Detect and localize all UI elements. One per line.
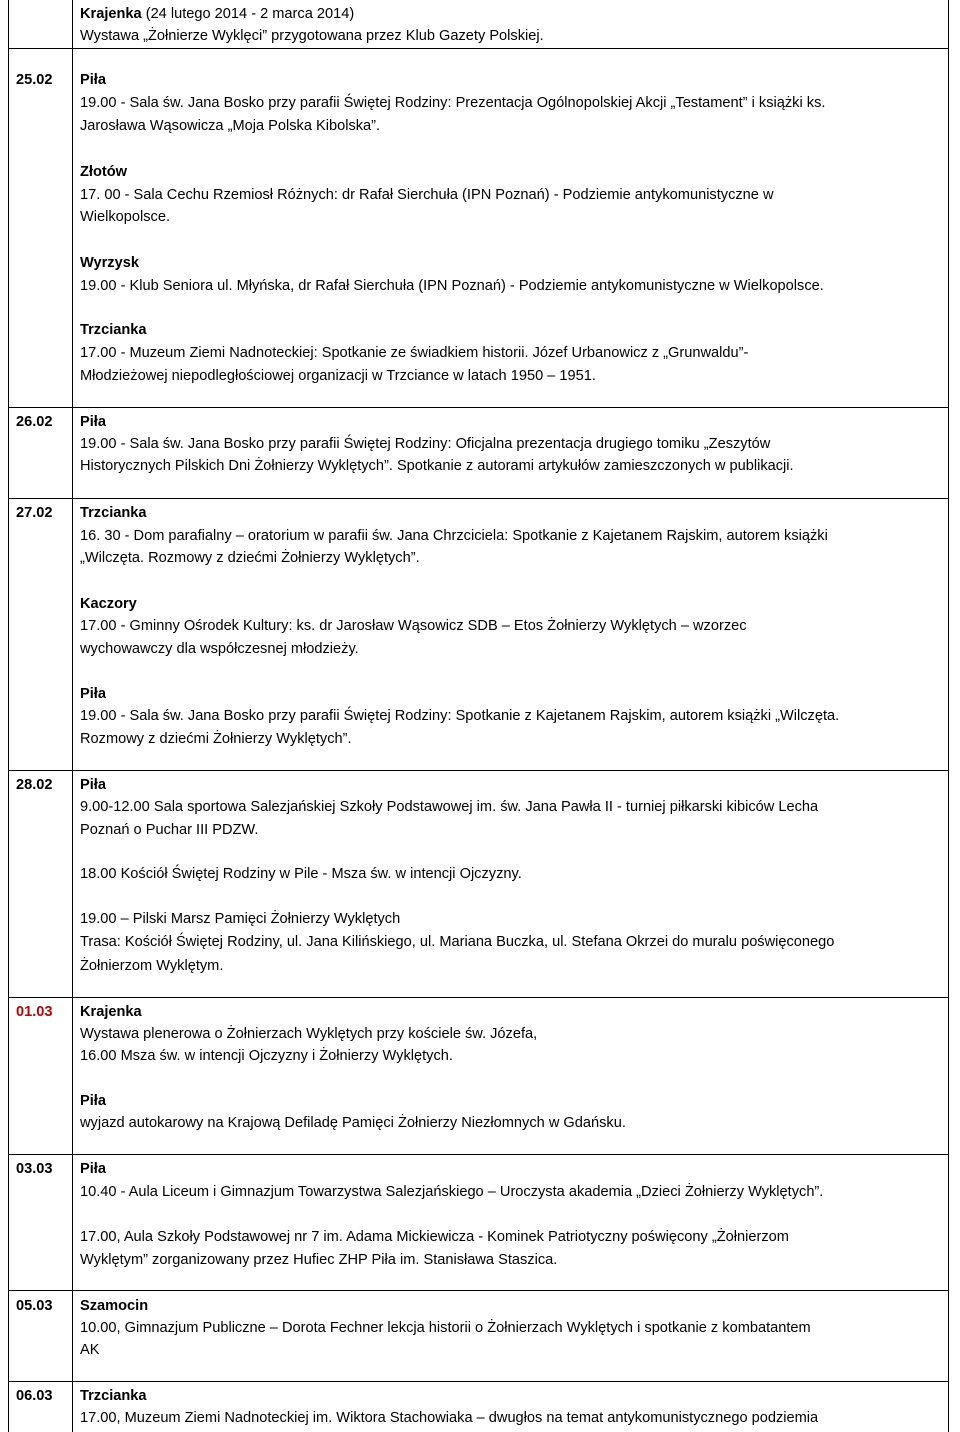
event-line: 18.00 Kościół Świętej Rodziny w Pile - Msza św. w intencji Ojczyzny. <box>80 866 522 882</box>
event-line: 10.40 - Aula Liceum i Gimnazjum Towarzystwa Salezjańskiego – Uroczysta akademia „Dzieci Żołnierzy Wyklętych”. <box>80 1184 824 1200</box>
event-line: AK <box>80 1342 100 1358</box>
event-place: Wyrzysk <box>80 255 139 271</box>
event-line: 19.00 - Sala św. Jana Bosko przy parafii Świętej Rodziny: Spotkanie z Kajetanem Rajskim, autorem książki „Wilczęta. <box>80 708 840 724</box>
event-line: Żołnierzom Wyklętym. <box>80 958 224 974</box>
event-line: 19.00 - Klub Seniora ul. Młyńska, dr Rafał Sierchuła (IPN Poznań) - Podziemie antykomunistyczne w Wielkopolsce. <box>80 278 824 294</box>
row-divider <box>8 997 948 998</box>
date-cell: 05.03 <box>16 1298 53 1314</box>
date-cell-highlighted: 01.03 <box>16 1004 53 1020</box>
event-line: 16.00 Msza św. w intencji Ojczyzny i Żołnierzy Wyklętych. <box>80 1048 453 1064</box>
intro-heading <box>80 5 354 23</box>
event-line: 17.00, Muzeum Ziemi Nadnoteckiej im. Wiktora Stachowiaka – dwugłos na temat antykomunistycznego podziemia <box>80 1410 819 1426</box>
event-place: Trzcianka <box>80 505 147 521</box>
event-place: Krajenka <box>80 1004 142 1020</box>
row-divider <box>8 48 948 49</box>
date-cell: 25.02 <box>16 72 53 88</box>
event-line: Wyklętym” zorganizowany przez Hufiec ZHP Piła im. Stanisława Staszica. <box>80 1252 558 1268</box>
event-line: 19.00 - Sala św. Jana Bosko przy parafii Świętej Rodziny: Oficjalna prezentacja drugiego tomiku „Zeszytów <box>80 436 771 452</box>
event-line: 17.00 - Muzeum Ziemi Nadnoteckiej: Spotkanie ze świadkiem historii. Józef Urbanowicz z „Grunwaldu”- <box>80 345 749 361</box>
event-line: 19.00 – Pilski Marsz Pamięci Żołnierzy Wyklętych <box>80 911 401 927</box>
event-place: Trzcianka <box>80 322 147 338</box>
event-line: Wielkopolsce. <box>80 209 171 225</box>
row-divider <box>8 770 948 771</box>
event-place: Piła <box>80 72 106 88</box>
table-column-divider <box>72 0 73 1432</box>
event-line: Jarosława Wąsowicza „Moja Polska Kibolska”. <box>80 118 381 134</box>
event-line: 19.00 - Sala św. Jana Bosko przy parafii Świętej Rodziny: Prezentacja Ogólnopolskiej Akcji „Testament” i książki ks. <box>80 95 826 111</box>
date-cell: 27.02 <box>16 505 53 521</box>
date-cell: 06.03 <box>16 1388 53 1404</box>
event-line: Historycznych Pilskich Dni Żołnierzy Wyklętych”. Spotkanie z autorami artykułów zamieszczonych w publikacji. <box>80 458 794 474</box>
intro-period: (24 lutego 2014 - 2 marca 2014) <box>141 6 355 22</box>
date-cell: 28.02 <box>16 777 53 793</box>
row-divider <box>8 407 948 408</box>
event-place: Piła <box>80 414 106 430</box>
date-cell: 26.02 <box>16 414 53 430</box>
row-divider <box>8 1154 948 1155</box>
event-place: Piła <box>80 777 106 793</box>
date-cell: 03.03 <box>16 1161 53 1177</box>
row-divider <box>8 1381 948 1382</box>
table-left-border <box>8 0 9 1432</box>
event-place: Piła <box>80 1093 106 1109</box>
event-place: Trzcianka <box>80 1388 147 1404</box>
event-line: 17.00 - Gminny Ośrodek Kultury: ks. dr Jarosław Wąsowicz SDB – Etos Żołnierzy Wyklętych – wzorzec <box>80 618 747 634</box>
intro-text: Wystawa „Żołnierze Wyklęci” przygotowana przez Klub Gazety Polskiej. <box>80 28 544 44</box>
table-right-border <box>948 0 949 1432</box>
event-line: 9.00-12.00 Sala sportowa Salezjańskiej Szkoły Podstawowej im. św. Jana Pawła II - turniej piłkarski kibiców Lecha <box>80 799 819 815</box>
event-place: Kaczory <box>80 596 137 612</box>
event-line: 16. 30 - Dom parafialny – oratorium w parafii św. Jana Chrzciciela: Spotkanie z Kajetanem Rajskim, autorem książki <box>80 528 828 544</box>
event-place: Piła <box>80 1161 106 1177</box>
event-line: 17.00, Aula Szkoły Podstawowej nr 7 im. Adama Mickiewicza - Kominek Patriotyczny poświęcony „Żołnierzom <box>80 1229 789 1245</box>
event-place: Złotów <box>80 164 128 180</box>
event-line: Poznań o Puchar III PDZW. <box>80 822 259 838</box>
row-divider <box>8 1290 948 1291</box>
event-line: wyjazd autokarowy na Krajową Defiladę Pamięci Żołnierzy Niezłomnych w Gdańsku. <box>80 1115 626 1131</box>
event-line: „Wilczęta. Rozmowy z dziećmi Żołnierzy Wyklętych”. <box>80 550 420 566</box>
event-line: Wystawa plenerowa o Żołnierzach Wyklętych przy kościele św. Józefa, <box>80 1026 538 1042</box>
event-line: 10.00, Gimnazjum Publiczne – Dorota Fechner lekcja historii o Żołnierzach Wyklętych i spotkanie z kombatantem <box>80 1320 811 1336</box>
event-line: 17. 00 - Sala Cechu Rzemiosł Różnych: dr Rafał Sierchuła (IPN Poznań) - Podziemie antykomunistyczne w <box>80 187 774 203</box>
event-line: Rozmowy z dziećmi Żołnierzy Wyklętych”. <box>80 731 352 747</box>
event-line: Młodzieżowej niepodległościowej organizacji w Trzciance w latach 1950 – 1951. <box>80 368 596 384</box>
event-place: Piła <box>80 686 106 702</box>
event-place: Szamocin <box>80 1298 149 1314</box>
event-line: Trasa: Kościół Świętej Rodziny, ul. Jana Kilińskiego, ul. Mariana Buczka, ul. Stefana Okrzei do muralu poświęconego <box>80 934 835 950</box>
row-divider <box>8 498 948 499</box>
intro-place: Krajenka <box>80 6 142 22</box>
event-line: wychowawczy dla współczesnej młodzieży. <box>80 641 359 657</box>
